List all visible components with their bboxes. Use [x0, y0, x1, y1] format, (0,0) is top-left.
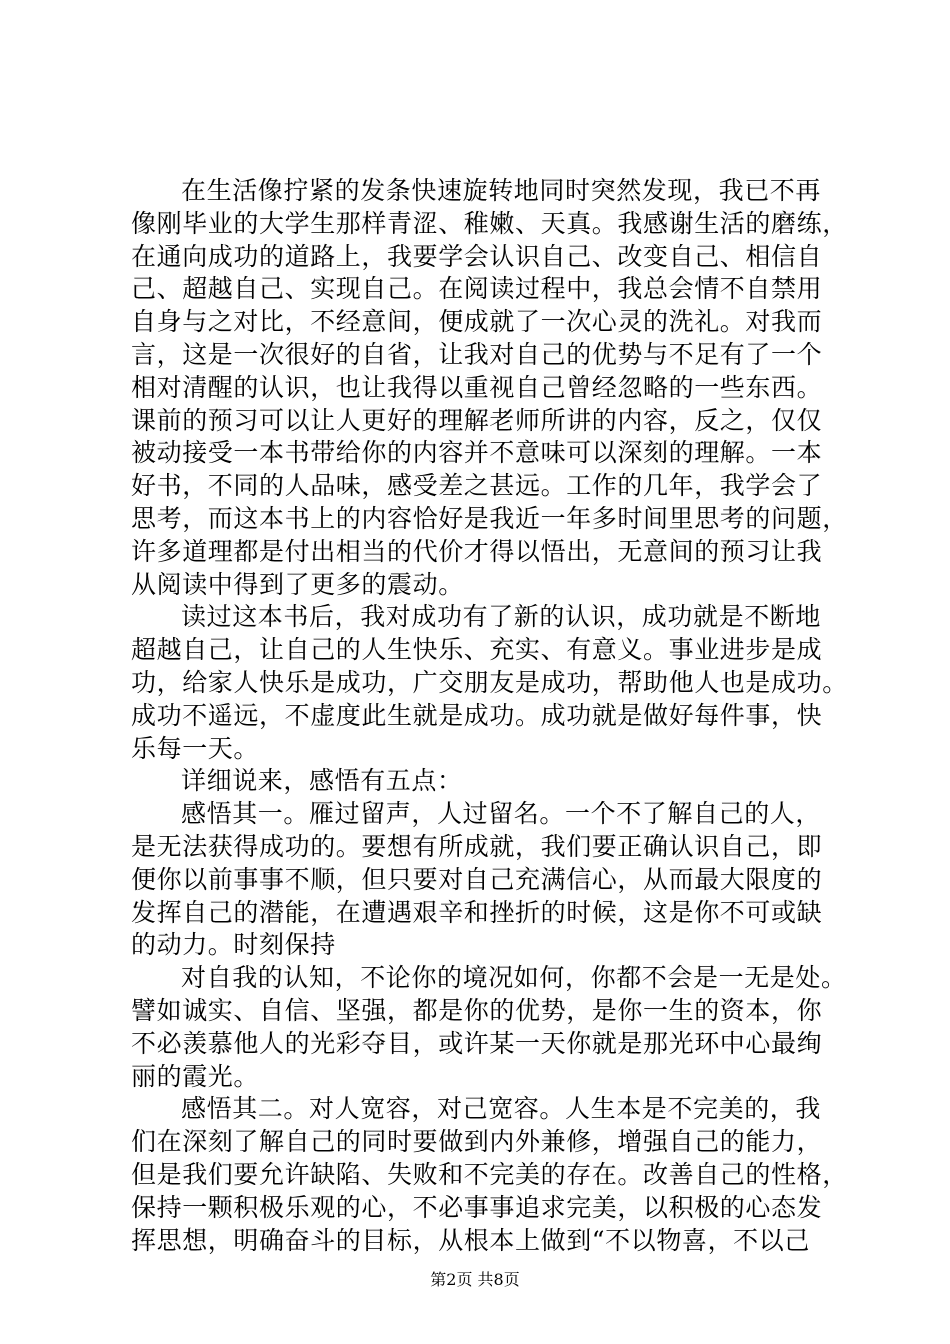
text-line: 从阅读中得到了更多的震动。 [131, 569, 464, 599]
text-line: 被动接受一本书带给你的内容并不意味可以深刻的理解。一本 [131, 438, 823, 468]
text-line: 相对清醒的认识，也让我得以重视自己曾经忽略的一些东西。 [131, 372, 823, 402]
text-line: 超越自己，让自己的人生快乐、充实、有意义。事业进步是成 [131, 635, 823, 665]
text-line: 成功不遥远，不虚度此生就是成功。成功就是做好每件事，快 [131, 700, 823, 730]
text-line: 课前的预习可以让人更好的理解老师所讲的内容，反之，仅仅 [131, 405, 823, 435]
text-line: 保持一颗积极乐观的心，不必事事追求完美，以积极的心态发 [131, 1192, 823, 1222]
text-line: 像刚毕业的大学生那样青涩、稚嫩、天真。我感谢生活的磨练， [131, 208, 848, 238]
text-line: 感悟其二。对人宽容，对己宽容。人生本是不完美的，我 [181, 1094, 822, 1124]
text-line: 功，给家人快乐是成功，广交朋友是成功，帮助他人也是成功。 [131, 667, 848, 697]
text-line: 不必羡慕他人的光彩夺目，或许某一天你就是那光环中心最绚 [131, 1028, 823, 1058]
text-line: 己、超越自己、实现自己。在阅读过程中，我总会情不自禁用 [131, 274, 823, 304]
text-line: 许多道理都是付出相当的代价才得以悟出，无意间的预习让我 [131, 536, 823, 566]
text-line: 自身与之对比，不经意间，便成就了一次心灵的洗礼。对我而 [131, 307, 823, 337]
text-line: 详细说来，感悟有五点： [181, 766, 463, 796]
text-line: 在通向成功的道路上，我要学会认识自己、改变自己、相信自 [131, 241, 823, 271]
text-line: 丽的霞光。 [131, 1061, 260, 1091]
text-line: 譬如诚实、自信、坚强，都是你的优势，是你一生的资本，你 [131, 995, 823, 1025]
page-footer: 第2页 共8页 [430, 1270, 520, 1289]
text-line: 言，这是一次很好的自省，让我对自己的优势与不足有了一个 [131, 339, 823, 369]
text-line: 好书，不同的人品味，感受差之甚远。工作的几年，我学会了 [131, 471, 823, 501]
text-line: 的动力。时刻保持 [131, 930, 336, 960]
text-line: 在生活像拧紧的发条快速旋转地同时突然发现，我已不再 [181, 176, 822, 205]
text-line: 们在深刻了解自己的同时要做到内外兼修，增强自己的能力， [131, 1127, 823, 1157]
text-line: 是无法获得成功的。要想有所成就，我们要正确认识自己，即 [131, 831, 823, 861]
text-line: 读过这本书后，我对成功有了新的认识，成功就是不断地 [181, 602, 822, 632]
text-line: 思考，而这本书上的内容恰好是我近一年多时间里思考的问题， [131, 503, 848, 533]
text-line: 乐每一天。 [131, 733, 260, 763]
text-line: 便你以前事事不顺，但只要对自己充满信心，从而最大限度的 [131, 864, 823, 894]
text-line: 挥思想，明确奋斗的目标，从根本上做到“不以物喜，不以己 [131, 1225, 810, 1255]
document-body [131, 175, 848, 1257]
text-line: 感悟其一。雁过留声，人过留名。一个不了解自己的人， [181, 799, 822, 829]
text-line: 对自我的认知，不论你的境况如何，你都不会是一无是处。 [181, 963, 847, 993]
text-line: 发挥自己的潜能，在遭遇艰辛和挫折的时候，这是你不可或缺 [131, 897, 823, 927]
text-line: 但是我们要允许缺陷、失败和不完美的存在。改善自己的性格， [131, 1159, 848, 1189]
